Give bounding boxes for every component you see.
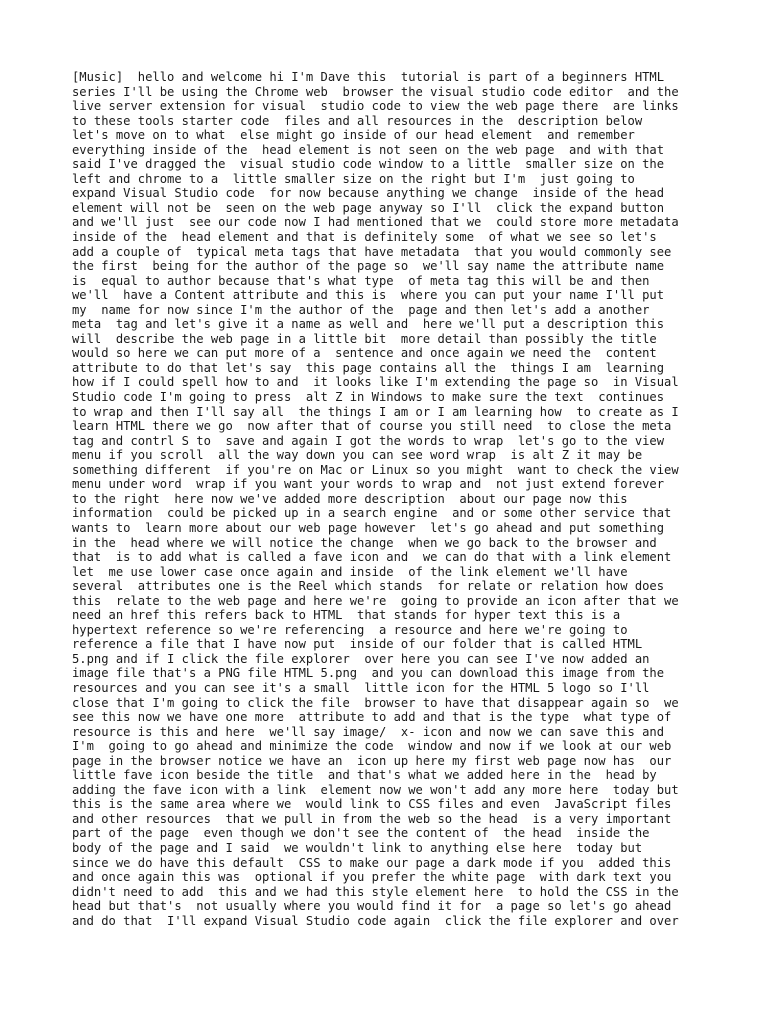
- transcript-line: left and chrome to a little smaller size on the right but I'm just going to: [72, 171, 635, 186]
- transcript-line: add a couple of typical meta tags that have metadata that you would commonly see: [72, 244, 672, 259]
- transcript-line: that is to add what is called a fave icon and we can do that with a link element: [72, 550, 672, 565]
- transcript-line: and once again this was optional if you prefer the white page with dark text you: [72, 870, 672, 885]
- transcript-line: will describe the web page in a little bit more detail than possibly the title: [72, 331, 657, 346]
- transcript-line: this relate to the web page and here we're going to provide an icon after that we: [72, 593, 679, 608]
- transcript-line: let me use lower case once again and inside of the link element we'll have: [72, 564, 628, 579]
- transcript-line: resource is this and here we'll say image/ x- icon and now we can save this and: [72, 724, 665, 739]
- transcript-line: we'll have a Content attribute and this is where you can put your name I'll put: [72, 288, 665, 303]
- transcript-line: [Music] hello and welcome hi I'm Dave this tutorial is part of a beginners HTML: [72, 70, 665, 84]
- transcript-line: is equal to author because that's what type of meta tag this will be and then: [72, 273, 650, 288]
- transcript-line: and we'll just see our code now I had mentioned that we could store more metadata: [72, 215, 679, 230]
- transcript-line: to the right here now we've added more description about our page now this: [72, 491, 628, 506]
- transcript-line: and do that I'll expand Visual Studio code again click the file explorer and over: [72, 913, 679, 928]
- transcript-line: expand Visual Studio code for now because anything we change inside of the head: [72, 186, 665, 201]
- transcript-line: 5.png and if I click the file explorer over here you can see I've now added an: [72, 651, 650, 666]
- transcript-line: several attributes one is the Reel which stands for relate or relation how does: [72, 579, 665, 594]
- transcript-line: image file that's a PNG file HTML 5.png and you can download this image from the: [72, 666, 665, 681]
- transcript-line: need an href this refers back to HTML that stands for hyper text this is a: [72, 608, 621, 623]
- transcript-line: to these tools starter code files and all resources in the description below: [72, 113, 643, 128]
- transcript-text-block: [72, 70, 712, 928]
- transcript-line: in the head where we will notice the change when we go back to the browser and: [72, 535, 657, 550]
- transcript-line: Studio code I'm going to press alt Z in Windows to make sure the text continues: [72, 390, 665, 405]
- transcript-line: my name for now since I'm the author of the page and then let's add a another: [72, 302, 650, 317]
- transcript-line: the first being for the author of the page so we'll say name the attribute name: [72, 259, 665, 274]
- transcript-line: adding the fave icon with a link element now we won't add any more here today but: [72, 782, 679, 797]
- transcript-line: something different if you're on Mac or Linux so you might want to check the view: [72, 462, 679, 477]
- transcript-line: body of the page and I said we wouldn't link to anything else here today but: [72, 840, 643, 855]
- transcript-line: to wrap and then I'll say all the things I am or I am learning how to create as I: [72, 404, 679, 419]
- transcript-line: menu if you scroll all the way down you can see word wrap is alt Z it may be: [72, 448, 643, 463]
- transcript-line: this is the same area where we would link to CSS files and even JavaScript files: [72, 797, 672, 812]
- transcript-line: live server extension for visual studio code to view the web page there are links: [72, 99, 679, 114]
- transcript-line: element will not be seen on the web page anyway so I'll click the expand button: [72, 200, 665, 215]
- transcript-line: see this now we have one more attribute to add and that is the type what type of: [72, 710, 672, 725]
- transcript-line: head but that's not usually where you would find it for a page so let's go ahead: [72, 899, 672, 914]
- transcript-line: part of the page even though we don't see the content of the head inside the: [72, 826, 650, 841]
- transcript-line: hypertext reference so we're referencing a resource and here we're going to: [72, 622, 628, 637]
- transcript-line: resources and you can see it's a small little icon for the HTML 5 logo so I'll: [72, 680, 650, 695]
- transcript-line: information could be picked up in a search engine and or some other service that: [72, 506, 672, 521]
- transcript-line: tag and contrl S to save and again I got the words to wrap let's go to the view: [72, 433, 665, 448]
- transcript-line: would so here we can put more of a sentence and once again we need the content: [72, 346, 657, 361]
- transcript-line: I'm going to go ahead and minimize the code window and now if we look at our web: [72, 739, 672, 754]
- transcript-line: series I'll be using the Chrome web browser the visual studio code editor and the: [72, 84, 679, 99]
- transcript-line: reference a file that I have now put inside of our folder that is called HTML: [72, 637, 643, 652]
- transcript-line: meta tag and let's give it a name as well and here we'll put a description this: [72, 317, 665, 332]
- transcript-line: close that I'm going to click the file browser to have that disappear again so we: [72, 695, 679, 710]
- transcript-line: wants to learn more about our web page however let's go ahead and put something: [72, 520, 665, 535]
- transcript-line: didn't need to add this and we had this style element here to hold the CSS in the: [72, 884, 679, 899]
- transcript-line: menu under word wrap if you want your words to wrap and not just extend forever: [72, 477, 665, 492]
- transcript-line: how if I could spell how to and it looks like I'm extending the page so in Visual: [72, 375, 679, 390]
- transcript-line: everything inside of the head element is not seen on the web page and with that: [72, 142, 665, 157]
- transcript-line: said I've dragged the visual studio code window to a little smaller size on the: [72, 157, 665, 172]
- transcript-line: inside of the head element and that is definitely some of what we see so let's: [72, 230, 657, 245]
- transcript-line: page in the browser notice we have an icon up here my first web page now has our: [72, 753, 672, 768]
- transcript-line: let's move on to what else might go inside of our head element and remember: [72, 128, 635, 143]
- transcript-line: since we do have this default CSS to make our page a dark mode if you added this: [72, 855, 672, 870]
- transcript-line: learn HTML there we go now after that of course you still need to close the meta: [72, 419, 672, 434]
- transcript-line: attribute to do that let's say this page contains all the things I am learning: [72, 360, 665, 375]
- transcript-line: and other resources that we pull in from the web so the head is a very important: [72, 811, 672, 826]
- transcript-line: little fave icon beside the title and that's what we added here in the head by: [72, 768, 657, 783]
